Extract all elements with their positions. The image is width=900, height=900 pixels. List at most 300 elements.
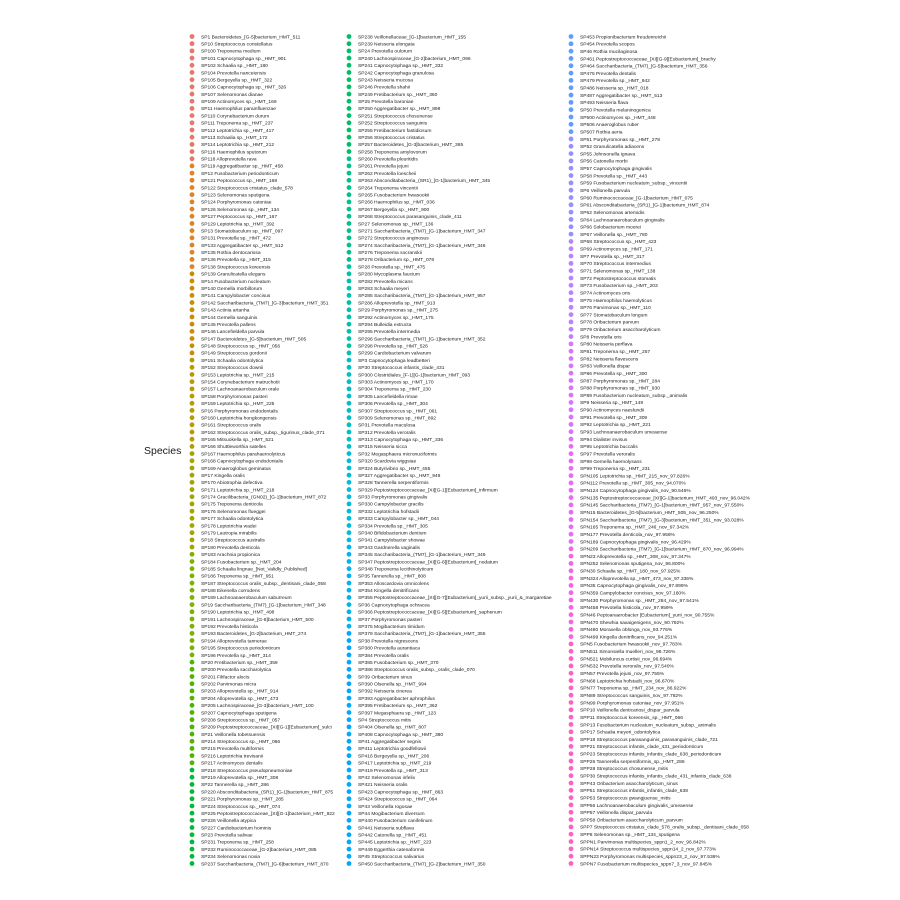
legend-label: SP263 Absconditabacteria_(SR1)_[G-1]bacterium_HMT_345 [358,179,491,185]
legend-marker [569,598,574,603]
legend-label: SP274 Saccharibacteria_(TM7)_[G-1]bacterium_HMT_346 [358,243,486,249]
legend-marker [569,217,574,222]
legend-label: SP445 Leptotrichia sp._HMT_223 [358,840,432,846]
legend-label: SP24 Prevotella oulorum [358,49,413,55]
legend-label: SP330 Campylobacter gracilis [358,502,424,508]
legend-item [190,530,258,536]
legend-item [347,523,429,529]
legend-item [190,56,287,62]
legend-label: SP19 Saccharibacteria_(TM7)_[G-1]bacterium_HMT_348 [201,603,326,609]
legend-item [347,300,436,306]
legend-label: SP390 Olsenella sp._HMT_994 [358,682,427,688]
legend-label: SP258 Treponema amylovorum [358,150,427,156]
legend-item [347,171,417,177]
legend-label: SP22 Tannerella sp._HMT_286 [201,783,269,789]
legend-item [190,674,250,680]
legend-item [569,254,645,260]
legend-item [347,444,408,450]
legend-label: SP421 Neisseria oralis [358,783,408,789]
legend-marker [190,595,195,600]
legend-label: SP31 Prevotella maculosa [358,423,416,429]
legend-label: SPP11 Streptococcus koreensis_sp._HMT_066 [580,715,683,721]
legend-marker [190,422,195,427]
legend-item [347,422,416,428]
legend-marker [569,664,574,669]
legend-label: SP116 Haemophilus sputorum [201,150,267,156]
legend-label: SP190 Leptotrichia sp._HMT_498 [201,610,275,616]
legend-item [569,217,666,223]
legend-column [569,34,751,867]
legend-label: SP107 Selenomonas dianae [201,92,263,98]
legend-item [347,92,438,98]
legend-item [190,156,257,162]
legend-marker [569,737,574,742]
legend-label: SP7 Prevotella sp._HMT_317 [580,254,645,260]
legend-label: SP147 Bacteroidetes_[G-5]bacterium_HMT_505 [201,337,307,343]
legend-label: SP55 Johnsonella ignava [580,152,636,158]
legend-marker [569,590,574,595]
legend-marker [569,825,574,830]
legend-marker [190,631,195,636]
legend-item [190,286,263,292]
legend-marker [190,703,195,708]
legend-label: SP57 Capnocytophaga gingivalis [580,167,652,173]
legend-label: SP375 Mogibacterium timidum [358,624,425,630]
legend-item [569,627,673,633]
legend-item [569,839,707,845]
legend-item [569,210,645,216]
legend-item [190,250,261,256]
legend-item [569,693,684,699]
legend-item [347,624,425,630]
legend-marker [569,254,574,259]
legend-label: SP262 Prevotella loescheii [358,171,417,177]
legend-label: SP11 Haemophilus parainfluenzae [201,107,276,113]
legend-item [347,149,427,155]
legend-label: SPN5 Fusobacterium hwasookii_nov_97.783% [580,642,682,648]
legend-marker [569,605,574,610]
legend-marker [190,41,195,46]
legend-label: SPN189 Capnocytophaga gingivalis_nov_96.429% [580,540,691,546]
legend-marker [347,681,352,686]
legend-label: SP500 Actinomyces sp._HMT_448 [580,115,656,121]
legend-marker [569,759,574,764]
legend-item [190,523,257,529]
legend-label: SPP43 Oribacterium asaccharolyticum_sinus [580,781,678,787]
legend-marker [347,401,352,406]
legend-marker [190,358,195,363]
legend-item [569,34,667,40]
legend-item [190,775,279,781]
legend-item [569,722,717,728]
legend-marker [569,85,574,90]
legend-marker [190,509,195,514]
legend-item [569,861,713,867]
legend-item [347,70,435,76]
legend-label: SP251 Streptococcus chosunense [358,114,433,120]
legend-item [569,239,657,245]
legend-label: SPP18 Streptococcus parasanguinis_parasanguinis_clade_721 [580,737,718,743]
legend-marker [190,221,195,226]
legend-label: SPN480 Moraxella oblonga_nov_93.776% [580,628,673,634]
legend-marker [190,286,195,291]
legend-item [190,336,307,342]
legend-item [347,667,476,673]
legend-marker [347,847,352,852]
legend-label: SP449 Eggerthia catenaformis [358,847,425,853]
legend-marker [347,386,352,391]
legend-item [190,99,277,105]
legend-label: SP126 Selenomonas sp._HMT_134 [201,207,280,213]
legend-label: SPN68 Leptotrichia hofstadii_nov_96.670% [580,679,675,685]
legend-marker [190,832,195,837]
legend-label: SP320 Scardovia wiggsiae [358,459,417,465]
legend-item [569,151,636,157]
legend-item [569,41,636,47]
legend-label: SP16 Porphyromonas endodontalis [201,409,278,415]
legend-item [190,689,279,695]
legend-item [190,739,281,745]
legend-item [347,286,409,292]
legend-label: SP38 Prevotella nigrescens [358,639,419,645]
legend-item [190,681,257,687]
legend-item [347,164,409,170]
legend-item [190,559,282,565]
legend-item [347,811,425,817]
legend-item [190,106,277,112]
legend-item [347,329,421,335]
legend-label: SP384 Prevotella oralis [358,653,409,659]
legend-marker [569,393,574,398]
legend-item [347,760,432,766]
legend-item [190,271,266,277]
legend-marker [190,92,195,97]
legend-marker [569,239,574,244]
legend-marker [569,642,574,647]
legend-marker [347,710,352,715]
legend-label: SP27 Selenomonas sp._HMT_136 [358,222,434,228]
legend-label: SPPN1 Parvimonas multispecies_sppn1_2_nov_96.842% [580,840,706,846]
legend-label: SPN35 Capnocytophaga gingivalis_nov_97.899% [580,584,688,590]
legend-marker [190,171,195,176]
legend-label: SP226 Veillonella atypica [201,819,256,825]
legend-marker [190,365,195,370]
legend-label: SPPN14 Streptococcus multispecies_sppn14_2_nov_97.773% [580,847,717,853]
legend-marker [190,120,195,125]
legend-item [190,638,267,644]
legend-marker [190,343,195,348]
legend-label: SP309 Selenomonas sp._HMT_892 [358,416,437,422]
legend-marker [190,775,195,780]
legend-marker [347,753,352,758]
legend-label: SP296 Saccharibacteria_(TM7)_[G-1]bacterium_HMT_352 [358,337,486,343]
legend-item [347,430,417,436]
legend-marker [347,322,352,327]
legend-item [569,583,689,589]
legend-marker [347,545,352,550]
legend-marker [190,502,195,507]
legend-label: SPN430 Porphyromonas sp._HMT_284_nov_97.541% [580,598,699,604]
legend-label: SP329 Peptostreptococcaceae_[XI][G-1][Eubacterium]_infirmum [358,488,498,494]
legend-item [347,401,429,407]
legend-label: SP100 Treponema medium [201,49,261,55]
legend-marker [190,315,195,320]
legend-item [347,113,433,119]
legend-label: SP30 Streptococcus infantis_clade_431 [358,366,445,372]
legend-label: SP307 Streptococcus sp._HMT_061 [358,409,438,415]
legend-item [347,732,444,738]
legend-marker [190,602,195,607]
legend-label: SP50 Prevotella melaninogenica [580,108,651,114]
legend-label: SP98 Gemella haemolysans [580,459,642,465]
legend-label: SP493 Neisseria flava [580,101,629,107]
legend-label: SP392 Neisseria cinerea [358,689,412,695]
legend-item [569,385,661,391]
legend-label: SP118 Alloprevotella rava [201,157,257,163]
legend-item [190,566,308,572]
legend-marker [190,293,195,298]
legend-marker [569,210,574,215]
legend-marker [569,276,574,281]
legend-label: SP475 Prevotella dentalis [580,71,637,77]
legend-marker [347,653,352,658]
legend-label: SP171 Leptotrichia sp._HMT_218 [201,488,275,494]
legend-item [347,178,491,184]
legend-label: SPN511 Simonsiella muelleri_nov_96.726% [580,650,676,656]
legend-marker [569,100,574,105]
legend-label: SP328 Tannerella serpentiformis [358,481,429,487]
legend-marker [569,678,574,683]
legend-marker [569,532,574,537]
legend-item [347,602,430,608]
legend-marker [190,394,195,399]
legend-label: SP176 Selenomonas flueggei [201,509,266,515]
legend-marker [190,200,195,205]
legend-item [190,818,257,824]
legend-label: SPPN23 Porphyromonas multispecies_sppn23_2_nov_97.536% [580,854,720,860]
legend-label: SP209 Peptostreptococcaceae_[XI][G-1][Eubacterium]_sulci [201,725,332,731]
legend-item [569,803,694,809]
legend-item [190,545,260,551]
legend-marker [569,437,574,442]
legend-label: SP257 Bacteroidetes_[G-3]bacterium_HMT_365 [358,143,464,149]
legend-marker [569,744,574,749]
legend-label: SP167 Haemophilus parahaemolyticus [201,452,286,458]
legend-item [190,451,286,457]
legend-item [569,825,750,831]
legend-item [190,458,284,464]
legend-item [190,789,334,795]
legend-marker [569,751,574,756]
legend-marker [569,766,574,771]
legend-item [347,207,430,213]
legend-marker [190,624,195,629]
legend-marker [569,546,574,551]
legend-item [569,590,687,596]
legend-item [569,598,700,604]
legend-item [190,724,332,730]
legend-item [347,696,436,702]
legend-item [569,546,745,552]
legend-item [347,645,421,651]
legend-label: SPP30 Streptococcus infantis_infantis_clade_431_infantis_clade_638 [580,774,732,780]
legend-marker [190,264,195,269]
legend-marker [190,825,195,830]
legend-item [347,408,438,414]
legend-label: SP61 Absconditabacteria_(SR1)_[G-1]bacterium_HMT_874 [580,203,710,209]
legend-marker [569,320,574,325]
legend-item [569,832,680,838]
legend-item [569,554,692,560]
legend-label: SP347 Peptostreptococcaceae_[XI][G-6][Eubacterium]_nodatum [358,560,499,566]
legend-label: SP404 Olsenella sp._HMT_807 [358,725,427,731]
legend-label: SP59 Fusobacterium nucleatum_subsp._vincentii [580,181,688,187]
legend-item [190,660,278,666]
legend-marker [569,232,574,237]
legend-marker [190,523,195,528]
legend-item [569,473,691,479]
legend-item [190,41,273,47]
legend-marker [569,385,574,390]
legend-item [347,84,410,90]
legend-marker [190,437,195,442]
legend-marker [190,717,195,722]
legend-marker [190,782,195,787]
legend-marker [190,444,195,449]
legend-label: SP64 Lachnoanaerobaculum gingivalis [580,218,665,224]
legend-label: SP305 Lancefieldella rimae [358,394,418,400]
legend-marker [347,149,352,154]
legend-label: SP193 Bacteroidetes_[G-2]bacterium_HMT_274 [201,632,307,638]
legend-item [190,832,253,838]
legend-marker [347,336,352,341]
legend-marker [569,656,574,661]
legend-item [190,228,284,234]
legend-marker [569,159,574,164]
legend-marker [190,48,195,53]
legend-marker [569,817,574,822]
legend-label: SP324 Butyrivibrio sp._HMT_455 [358,466,431,472]
legend-marker [569,502,574,507]
legend-marker [190,113,195,118]
legend-label: SP298 Prevotella sp._HMT_526 [358,344,428,350]
legend-item [569,400,644,406]
legend-marker [347,775,352,780]
legend-item [190,760,264,766]
legend-label: SP419 Prevotella sp._HMT_313 [358,768,428,774]
legend-marker [190,99,195,104]
legend-item [569,466,651,472]
legend-marker [569,363,574,368]
legend-marker [347,473,352,478]
legend-item [347,559,498,565]
legend-marker [190,796,195,801]
legend-label: SP239 Neisseria elongata [358,42,415,48]
legend-label: SP77 Stomatobaculum longum [580,313,648,319]
legend-item [569,195,693,201]
legend-item [569,407,645,413]
legend-marker [347,804,352,809]
legend-marker [347,746,352,751]
legend-marker [190,192,195,197]
legend-item [569,649,676,655]
legend-item [569,137,661,143]
legend-label: SPP13 Fusobacterium nucleatum_nucleatum_subsp._animalis [580,723,716,729]
legend-marker [347,566,352,571]
legend-label: SP56 Catonella morbi [580,159,628,165]
legend-label: SPN470 Shewhia saxaigenigens_nov_90.792% [580,620,684,626]
legend-label: SP237 Saccharibacteria_(TM7)_[G-6]bacterium_HMT_870 [201,862,329,868]
legend-item [347,243,486,249]
legend-label: SP220 Absconditabacteria_(SR1)_[G-1]bacterium_HMT_875 [201,790,334,796]
legend-label: SP266 Haemophilus sp._HMT_036 [358,200,435,206]
legend-item [190,77,273,83]
legend-item [190,200,272,206]
legend-item [347,739,422,745]
legend-label: SP393 Aggregatibacter aphrophilus [358,696,435,702]
legend-item [347,861,486,867]
legend-marker [190,250,195,255]
legend-label: SP264 Treponema vincentii [358,186,418,192]
legend-marker [347,250,352,255]
legend-item [190,135,268,141]
legend-marker [569,261,574,266]
legend-item [569,678,675,684]
legend-item [347,120,428,126]
legend-marker [569,649,574,654]
legend-item [190,351,267,357]
legend-marker [347,559,352,564]
legend-marker [569,202,574,207]
legend-label: SP44 Mogibacterium diversum [358,811,425,817]
legend-marker [190,753,195,758]
legend-marker [569,49,574,54]
legend-marker [347,502,352,507]
legend-item [569,737,719,743]
legend-item [347,638,419,644]
legend-marker [190,559,195,564]
legend-marker [569,451,574,456]
legend-label: SPN499 Kingella denitrificans_nov_94.251% [580,635,678,641]
legend-label: SP194 Alloprevotella tannerae [201,639,267,645]
legend-item [190,149,267,155]
legend-marker [569,378,574,383]
legend-label: SP165 Mitsuokella sp._HMT_521 [201,438,274,444]
legend-item [347,372,471,378]
legend-item [569,341,633,347]
legend-marker [347,41,352,46]
legend-marker [347,315,352,320]
legend-label: SP260 Prevotella pleuritidis [358,157,418,163]
legend-label: SP341 Campylobacter showae [358,538,426,544]
legend-item [569,320,639,326]
legend-item [190,825,272,831]
legend-item [569,312,648,318]
legend-label: SP187 Streptococcus oralis_subsp._dentisani_clade_058 [201,581,326,587]
legend-marker [569,312,574,317]
legend-label: SP51 Porphyromonas sp._HMT_278 [580,137,660,143]
legend-marker [347,307,352,312]
legend-label: SP261 Prevotella jejuni [358,164,409,170]
legend-label: SP161 Streptococcus oralis [201,423,262,429]
legend-item [347,796,438,802]
legend-marker [190,480,195,485]
legend-item [190,329,265,335]
legend-label: SP354 Kingella denitrificans [358,589,419,595]
legend-marker [190,135,195,140]
legend-marker [347,717,352,722]
legend-marker [569,349,574,354]
